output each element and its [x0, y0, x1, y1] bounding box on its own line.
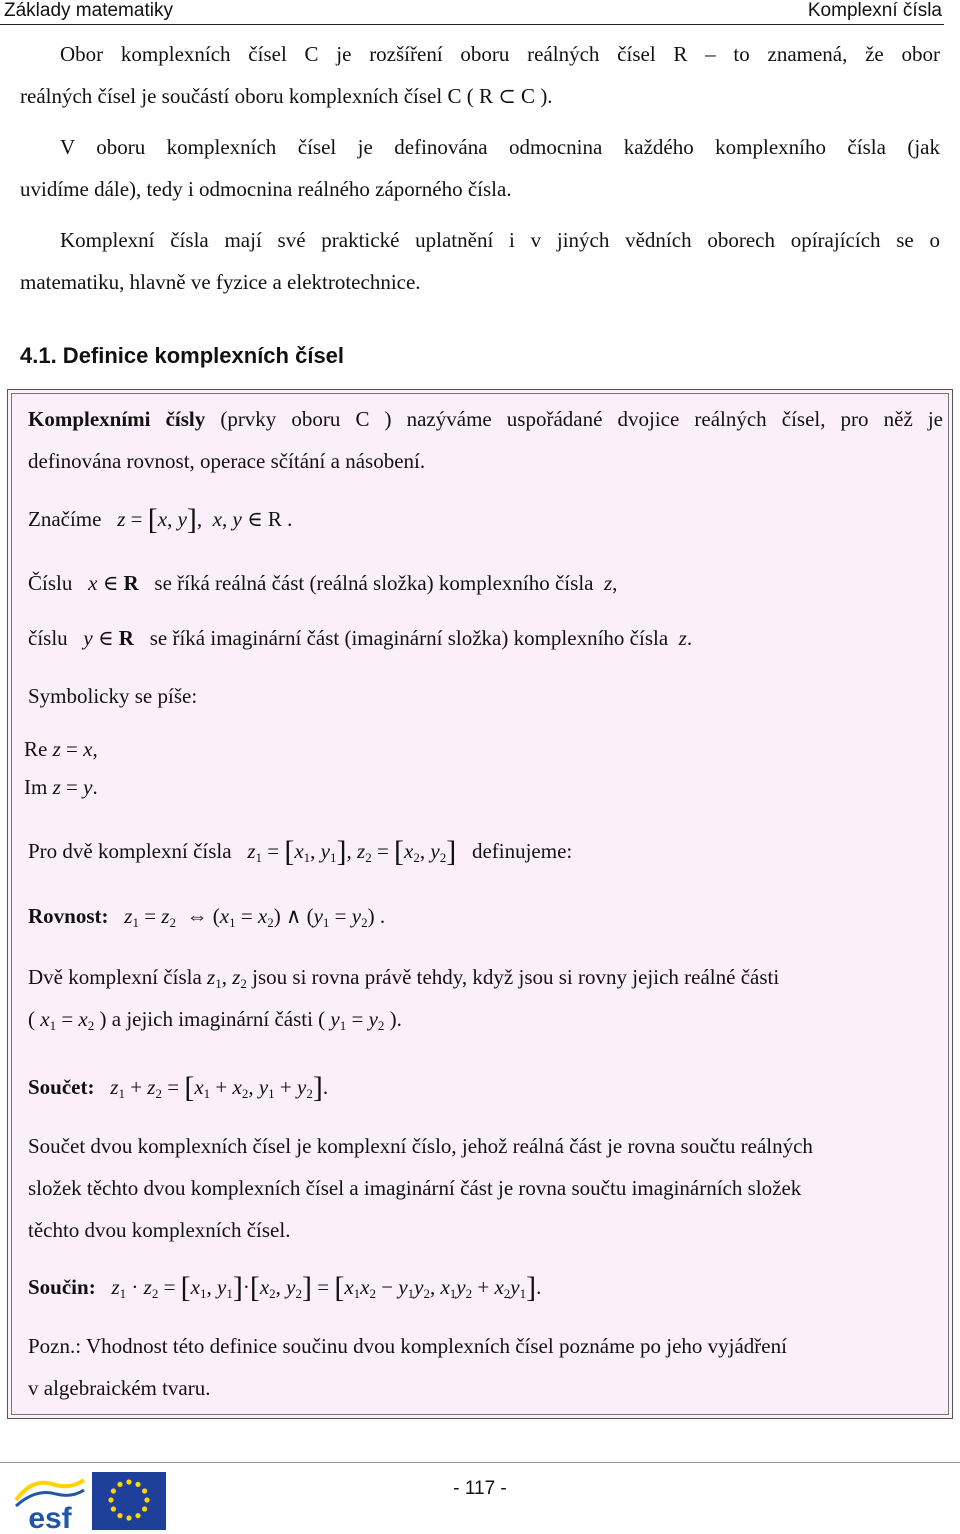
equality-explanation-line-2: ( $x_1 = x_2$ ) a jejich imaginární části ( $y_1 = y_2$ ). [28, 1007, 402, 1033]
notation-formula: z = [x, y], x, y ∈ R . [117, 503, 293, 536]
footer-rule [0, 1462, 960, 1463]
definition-line-2: definována rovnost, operace sčítání a násobení. [28, 449, 426, 473]
note [28, 1325, 943, 1409]
page-header [0, 0, 960, 24]
definition-term: Komplexními čísly [28, 407, 206, 431]
imag-part-formula: y ∈ R [83, 626, 134, 650]
equality-explanation-line-1: Dvě komplexní čísla $z_1$, $z_2$ jsou si rovna právě tehdy, když jsou si rovny jejich reálné části [28, 965, 780, 991]
intro-paragraph-1 [20, 33, 940, 117]
header-rule [0, 24, 944, 25]
intro-paragraph-3 [20, 219, 940, 303]
re-label: Re [24, 737, 48, 761]
page-number: - 117 - [453, 1478, 507, 1499]
sum-label: Součet: [28, 1075, 95, 1099]
header-book-title: Základy matematiky [4, 0, 173, 21]
real-part-text: se říká reálná část (reálná složka) komplexního čísla [154, 571, 594, 595]
equality-formula: $z_1 = z_2$ ⇔ $(x_1 = x_2)$ ∧ $(y_1 = y_2)$ . [124, 904, 386, 930]
definition-intro [28, 398, 943, 482]
imag-part-z: z [673, 626, 687, 650]
note-line-1: Pozn.: Vhodnost této definice součinu dvou komplexních čísel poznáme po jeho vyjádření [28, 1334, 787, 1358]
definition-box [7, 389, 953, 1419]
notation-line [28, 498, 943, 540]
two-numbers-line [28, 830, 943, 872]
section-heading: 4.1. Definice komplexních čísel [20, 343, 345, 368]
real-part-z: z [598, 571, 613, 595]
note-line-2: v algebraickém tvaru. [28, 1376, 211, 1400]
intro-p3-line2: matematiku, hlavně ve fyzice a elektrotechnice. [20, 270, 421, 294]
two-numbers-prefix: Pro dvě komplexní čísla [28, 839, 232, 863]
im-formula: Im z = y. [24, 775, 98, 799]
real-part-formula: x ∈ R [88, 571, 139, 595]
imag-part-line: číslu y ∈ R se říká imaginární část (imaginární složka) komplexního čísla z. [28, 626, 693, 650]
equality-text-c: a jejich imaginární části ( [111, 1007, 326, 1031]
two-numbers-formula: $z_1 = [x_1$, $y_1$], $z_2 = [x_2$, $y_2$] [247, 835, 457, 868]
product-label: Součin: [28, 1275, 96, 1299]
intro-p2-line2: uvidíme dále), tedy i odmocnina reálného záporného čísla. [20, 177, 512, 201]
equality-label: Rovnost: [28, 904, 109, 928]
intro-p1-line2: reálných čísel je součástí oboru komplexních čísel C ( R ⊂ C ). [20, 84, 553, 108]
real-part-line: Číslu x ∈ R se říká reálná část (reálná složka) komplexního čísla z, [28, 571, 618, 595]
two-numbers-suffix: definujeme: [471, 839, 573, 863]
product-formula: $z_1 \cdot z_2 = [x_1$, $y_1]\cdot[x_2$, $y_2] = [x_1x_2 - y_1y_2$, $x_1y_2 + x_2y_1$]. [111, 1271, 542, 1304]
equality-explanation [28, 956, 943, 1040]
re-im-formulas [24, 730, 939, 806]
sum-definition [28, 1066, 943, 1108]
imag-part-prefix: číslu [28, 626, 68, 650]
re-formula: Re z = x, [24, 737, 98, 761]
definition-line-1 [28, 398, 943, 440]
intro-p3-line1: Komplexní čísla mají své praktické uplatnění i v jiných vědních oborech opírajících se o [60, 228, 940, 252]
sum-text-line-2: složek těchto dvou komplexních čísel a imaginární část je rovna součtu imaginárních složek [28, 1176, 802, 1200]
intro-p1-line1: Obor komplexních čísel C je rozšíření oboru reálných čísel R – to znamená, že obor [60, 42, 940, 66]
equality-definition [28, 895, 943, 937]
intro-p2-line1: V oboru komplexních čísel je definována odmocnina každého komplexního čísla (jak [60, 135, 940, 159]
header-chapter-title: Komplexní čísla [807, 0, 942, 21]
equality-text-a: Dvě komplexní čísla [28, 965, 202, 989]
im-label: Im [24, 775, 48, 799]
notation-label: Značíme [28, 507, 102, 531]
imag-part-text: se říká imaginární část (imaginární složka) komplexního čísla [149, 626, 669, 650]
intro-paragraph-2 [20, 126, 940, 210]
product-definition [28, 1266, 943, 1308]
definition-line-1-rest: (prvky oboru C ) nazýváme uspořádané dvojice reálných čísel, pro něž je [205, 407, 943, 431]
sum-explanation [28, 1125, 943, 1251]
symbolic-line: Symbolicky se píše: [28, 684, 198, 708]
equality-text-b: jsou si rovna právě tehdy, když jsou si rovny jejich reálné části [252, 965, 780, 989]
sum-text-line-3: těchto dvou komplexních čísel. [28, 1218, 291, 1242]
sum-formula: $z_1 + z_2 = [x_1 + x_2$, $y_1 + y_2$]. [110, 1071, 329, 1104]
esf-logo-text: esf [28, 1502, 72, 1532]
sum-text-line-1: Součet dvou komplexních čísel je komplexní číslo, jehož reálná část je rovna součtu reálných [28, 1134, 813, 1158]
real-part-prefix: Číslu [28, 571, 73, 595]
